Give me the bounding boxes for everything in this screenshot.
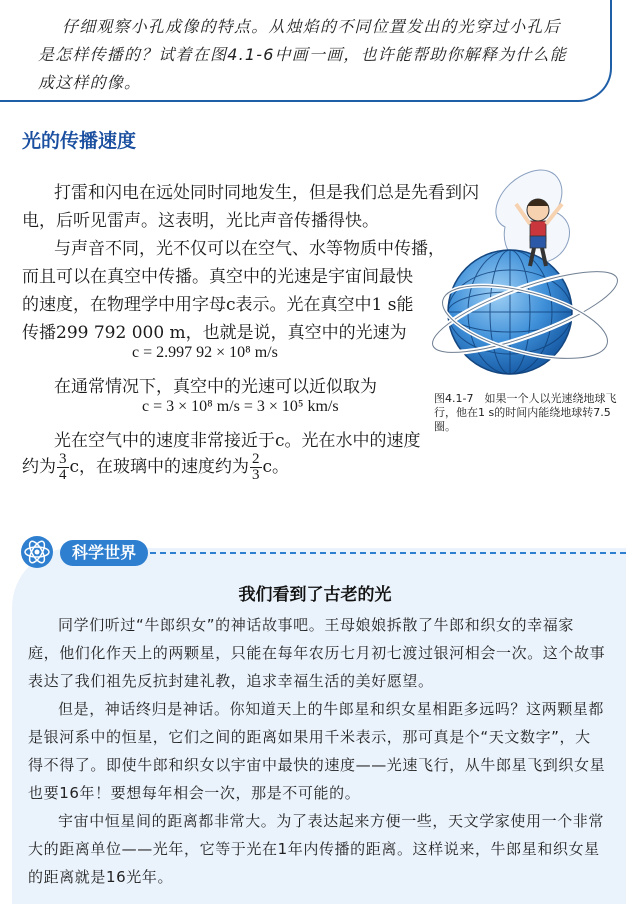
article-line: 表达了我们祖先反抗封建礼教，追求幸福生活的美好愿望。 — [28, 672, 434, 690]
body-line: 而且可以在真空中传播。真空中的光速是宇宙间最快 — [22, 267, 413, 287]
article-line: 庭，他们化作天上的两颗星，只能在每年农历七月初七渡过银河相会一次。这个故事 — [28, 644, 606, 662]
fraction-denominator: 3 — [252, 467, 260, 483]
body-line: 的速度，在物理学中用字母c表示。光在真空中1 s能 — [22, 295, 414, 315]
article-line: 是银河系中的恒星，它们之间的距离如果用千米表示，那可真是个“天文数字”，大 — [28, 728, 591, 746]
article-line: 也要16年！要想每年相会一次，那是不可能的。 — [28, 784, 361, 802]
fraction-denominator: 4 — [59, 467, 67, 483]
text-fragment: c，在玻璃中的速度约为 — [69, 457, 250, 477]
light-speed-formula: c = 2.997 92 × 10⁸ m/s — [132, 344, 278, 361]
article-line: 的距离就是16光年。 — [28, 868, 174, 886]
atom-icon — [14, 534, 60, 570]
body-line: 在通常情况下，真空中的光速可以近似取为 — [54, 377, 377, 397]
approx-speed-formula: c = 3 × 10⁸ m/s = 3 × 10⁵ km/s — [142, 398, 339, 415]
article-line: 宇宙中恒星间的距离都非常大。为了表达起来方便一些，天文学家使用一个非常 — [58, 812, 605, 830]
section-heading: 光的传播速度 — [22, 130, 137, 152]
science-world-tag: 科学世界 — [60, 540, 148, 566]
observation-line: 是怎样传播的？试着在图4.1-6中画一画，也许能帮助你解释为什么能 — [38, 45, 567, 64]
body-line: 打雷和闪电在远处同时同地发生，但是我们总是先看到闪 — [54, 183, 479, 203]
article-line: 但是，神话终归是神话。你知道天上的牛郎星和织女星相距多远吗？这两颗星都 — [58, 700, 605, 718]
text-fragment: c。 — [262, 457, 290, 477]
body-line: 与声音不同，光不仅可以在空气、水等物质中传播， — [54, 239, 445, 259]
body-line: 电，后听见雷声。这表明，光比声音传播得快。 — [22, 211, 379, 231]
fraction-numerator: 2 — [252, 451, 260, 467]
observation-box — [0, 0, 612, 102]
article-title: 我们看到了古老的光 — [238, 585, 392, 605]
globe-illustration — [430, 162, 630, 392]
observation-line: 仔细观察小孔成像的特点。从烛焰的不同位置发出的光穿过小孔后 — [62, 17, 561, 36]
observation-line: 成这样的像。 — [38, 73, 142, 92]
article-line: 得不得了。即使牛郎和织女以宇宙中最快的速度——光速飞行，从牛郎星飞到织女星 — [28, 756, 606, 774]
fraction-numerator: 3 — [59, 451, 67, 467]
body-line: 光在空气中的速度非常接近于c。光在水中的速度 — [54, 431, 421, 451]
article-line: 大的距离单位——光年，它等于光在1年内传播的距离。这样说来，牛郎星和织女星 — [28, 840, 600, 858]
article-line: 同学们听过“牛郎织女”的神话故事吧。王母娘娘拆散了牛郎和织女的幸福家 — [58, 616, 574, 634]
body-line: 传播299 792 000 m，也就是说，真空中的光速为 — [22, 323, 407, 343]
dashed-divider — [150, 552, 626, 554]
fraction-three-quarters — [57, 452, 69, 483]
figure-caption: 图4.1-7 如果一个人以光速绕地球飞行，他在1 s的时间内能绕地球转7.5圈。 — [434, 392, 617, 433]
text-fragment: 约为 — [22, 457, 56, 477]
body-line-fractions — [22, 452, 289, 483]
fraction-two-thirds — [250, 452, 262, 483]
